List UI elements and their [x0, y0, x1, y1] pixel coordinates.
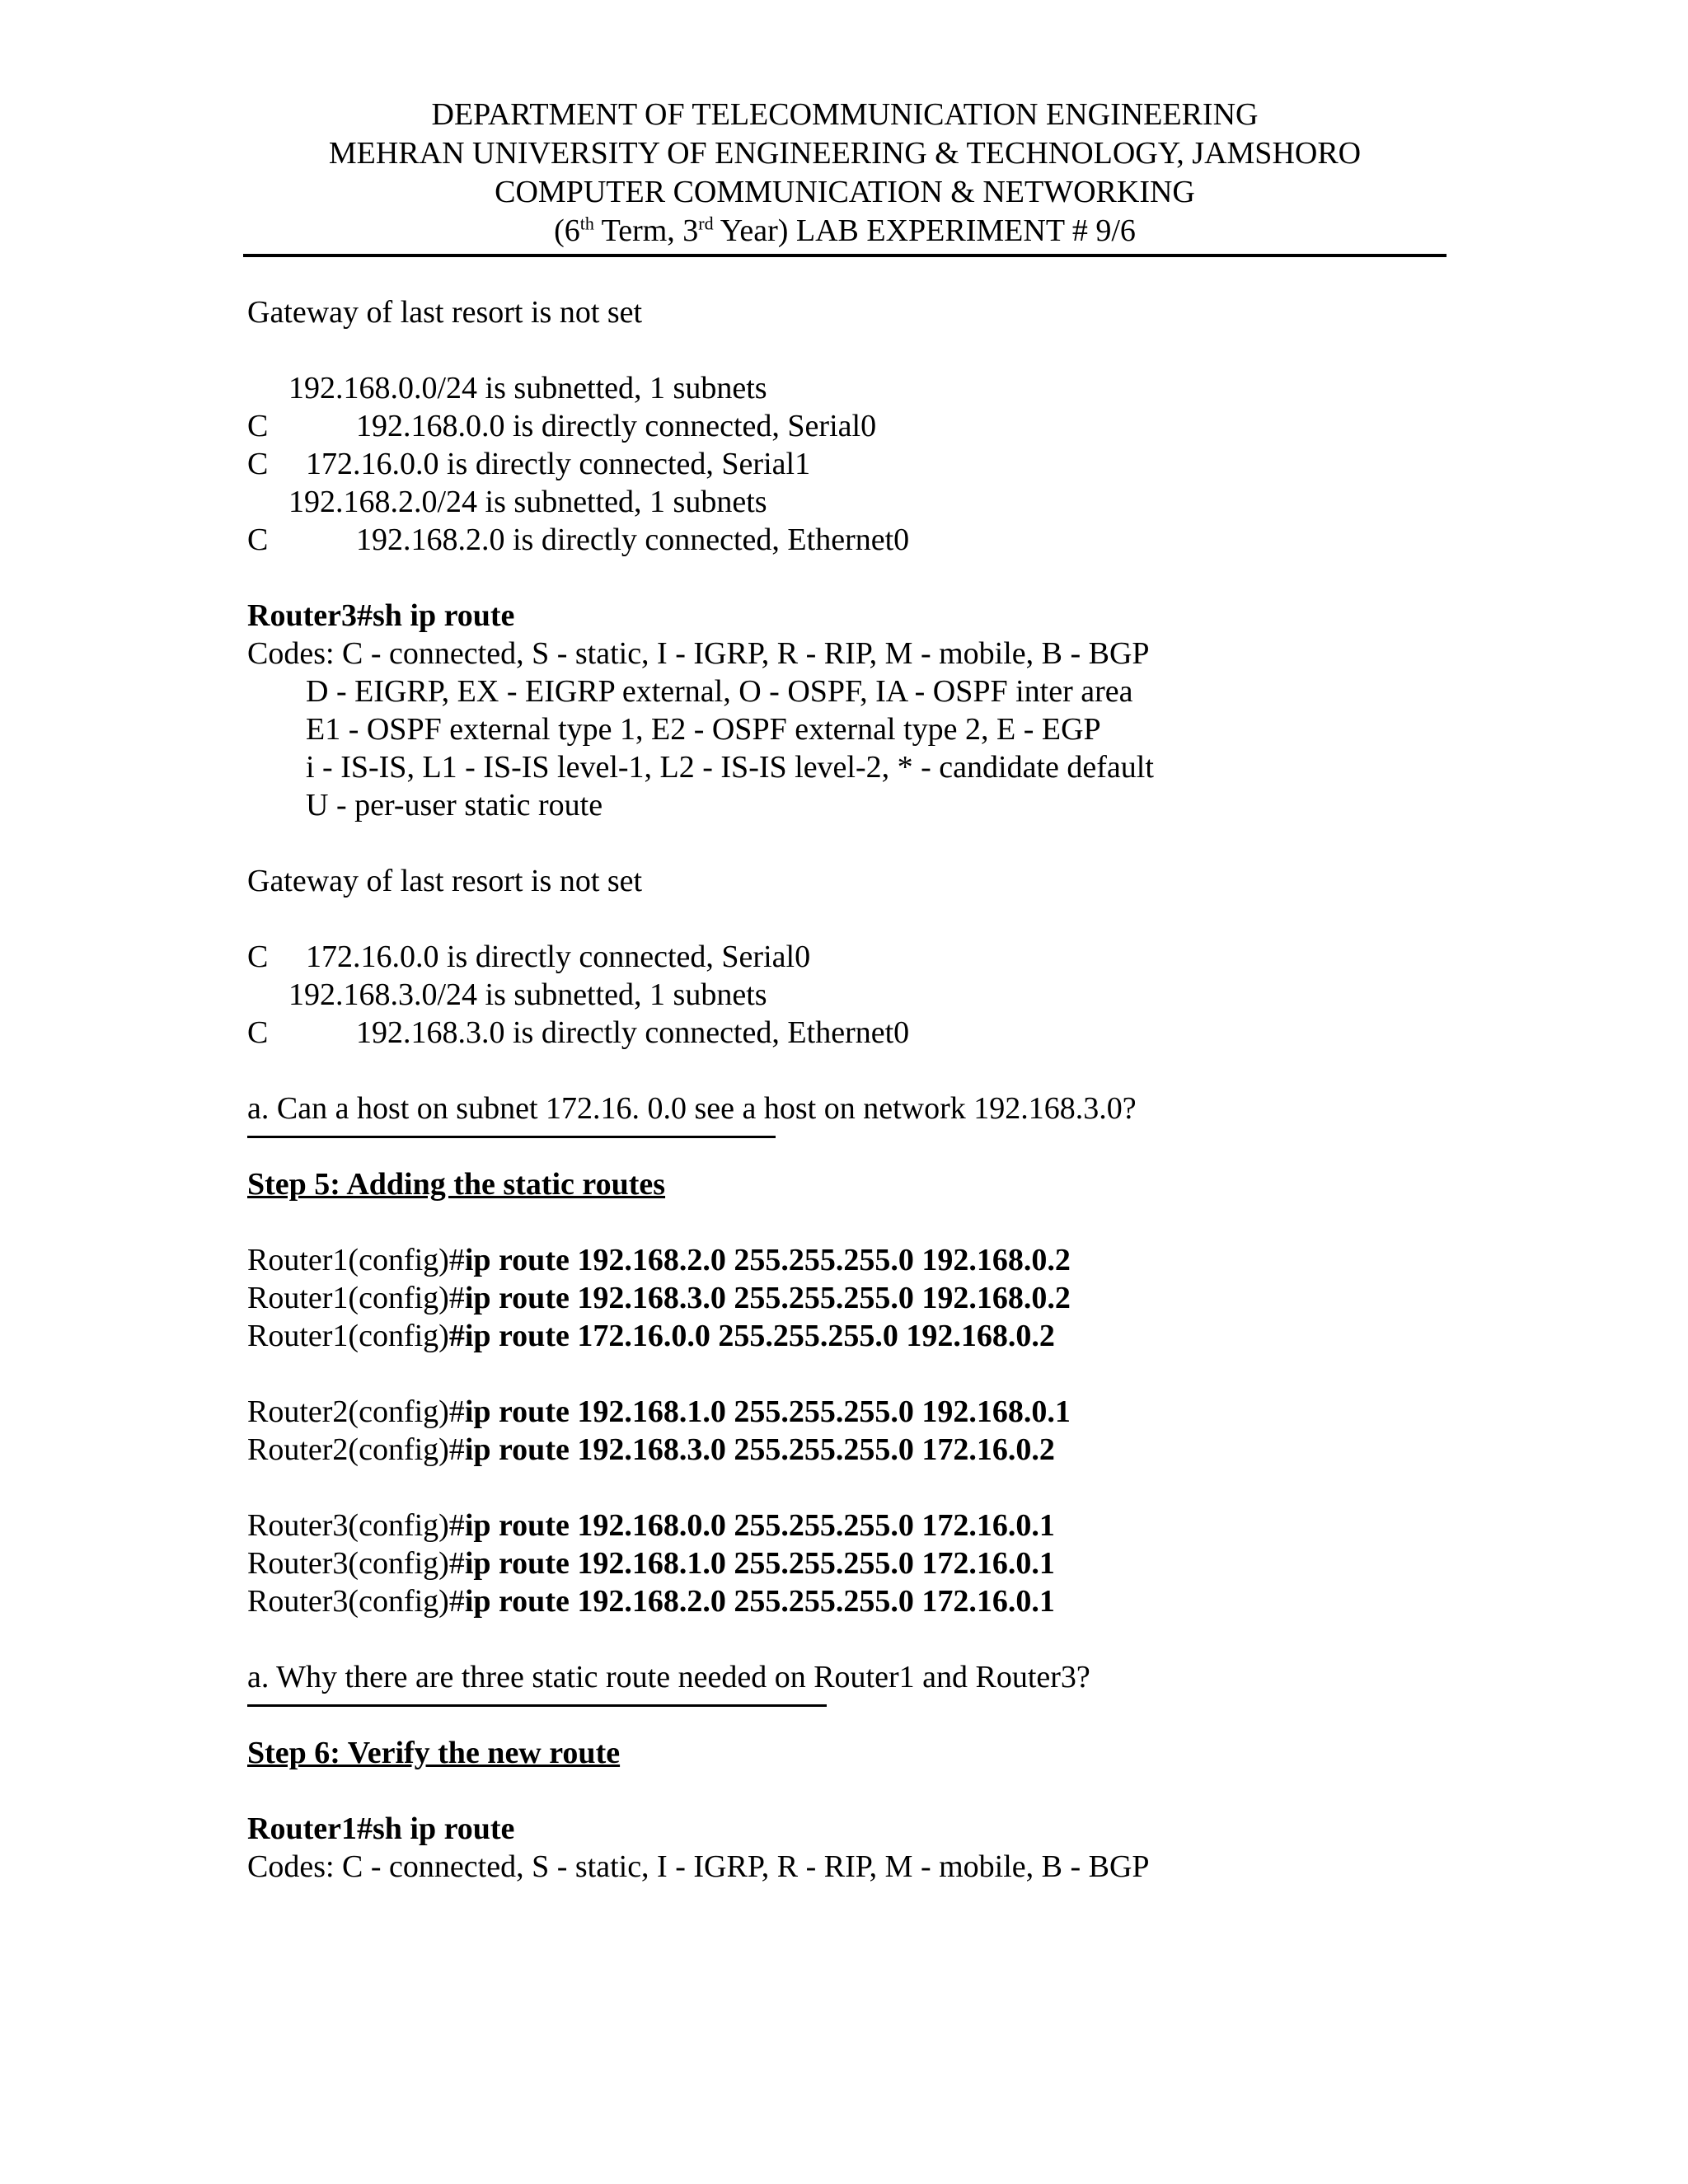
route-line: C 192.168.0.0 is directly connected, Serial0: [247, 409, 877, 443]
experiment-title: [243, 212, 1447, 251]
step6-heading: Step 6: Verify the new route: [247, 1736, 621, 1770]
route-line: 192.168.2.0/24 is subnetted, 1 subnets: [288, 485, 767, 519]
codes-line: Codes: C - connected, S - static, I - IGRP, R - RIP, M - mobile, B - BGP: [247, 636, 1150, 671]
gateway-line: Gateway of last resort is not set: [247, 864, 643, 898]
experiment-number: Year) LAB EXPERIMENT # 9/6: [713, 213, 1136, 248]
route-line: 192.168.0.0/24 is subnetted, 1 subnets: [288, 371, 767, 405]
config-line: Router3(config)#ip route 192.168.2.0 255.255.255.0 172.16.0.1: [247, 1584, 1055, 1619]
question-text: a. Why there are three static route needed on Router1 and Router3?: [247, 1660, 1090, 1694]
config-line: Router2(config)#ip route 192.168.3.0 255.255.255.0 172.16.0.2: [247, 1432, 1055, 1467]
term-open: (6: [554, 213, 580, 248]
config-line: Router1(config)#ip route 192.168.2.0 255.255.255.0 192.168.0.2: [247, 1243, 1071, 1277]
route-line: C 172.16.0.0 is directly connected, Serial0: [247, 940, 811, 974]
step5-heading: Step 5: Adding the static routes: [247, 1167, 666, 1202]
answer-blank[interactable]: [247, 1696, 827, 1707]
document-body: [247, 293, 1434, 1886]
config-line: Router3(config)#ip route 192.168.0.0 255.255.255.0 172.16.0.1: [247, 1508, 1055, 1543]
university-title: MEHRAN UNIVERSITY OF ENGINEERING & TECHNOLOGY, JAMSHORO: [328, 136, 1362, 171]
config-line: Router1(config)#ip route 192.168.3.0 255.255.255.0 192.168.0.2: [247, 1281, 1071, 1315]
term-suffix: th: [579, 213, 594, 234]
config-line: Router2(config)#ip route 192.168.1.0 255.255.255.0 192.168.0.1: [247, 1394, 1071, 1429]
route-line: C 192.168.2.0 is directly connected, Ethernet0: [247, 523, 910, 557]
config-line: Router3(config)#ip route 192.168.1.0 255.255.255.0 172.16.0.1: [247, 1546, 1055, 1581]
term-mid: Term, 3: [593, 213, 699, 248]
gateway-line: Gateway of last resort is not set: [247, 295, 643, 330]
route-line: 192.168.3.0/24 is subnetted, 1 subnets: [288, 977, 767, 1012]
router3-show-command: Router3#sh ip route: [247, 598, 515, 633]
course-title: COMPUTER COMMUNICATION & NETWORKING: [495, 175, 1195, 209]
config-line: Router1(config)#ip route 172.16.0.0 255.255.255.0 192.168.0.2: [247, 1319, 1055, 1353]
router1-show-command: Router1#sh ip route: [247, 1811, 515, 1846]
answer-blank[interactable]: [247, 1127, 776, 1138]
department-title: DEPARTMENT OF TELECOMMUNICATION ENGINEERING: [431, 97, 1259, 132]
route-line: C 192.168.3.0 is directly connected, Ethernet0: [247, 1015, 910, 1050]
codes-line: D - EIGRP, EX - EIGRP external, O - OSPF, IA - OSPF inter area: [306, 674, 1133, 709]
header-rule: [243, 254, 1447, 257]
codes-line: U - per-user static route: [306, 788, 603, 823]
route-line: C 172.16.0.0 is directly connected, Serial1: [247, 447, 811, 481]
codes-line: i - IS-IS, L1 - IS-IS level-1, L2 - IS-IS level-2, * - candidate default: [306, 750, 1154, 785]
question-text: a. Can a host on subnet 172.16. 0.0 see a host on network 192.168.3.0?: [247, 1091, 1137, 1126]
codes-line: Codes: C - connected, S - static, I - IGRP, R - RIP, M - mobile, B - BGP: [247, 1849, 1150, 1884]
codes-line: E1 - OSPF external type 1, E2 - OSPF external type 2, E - EGP: [306, 712, 1101, 747]
document-header: [243, 96, 1447, 251]
year-suffix: rd: [698, 213, 714, 234]
